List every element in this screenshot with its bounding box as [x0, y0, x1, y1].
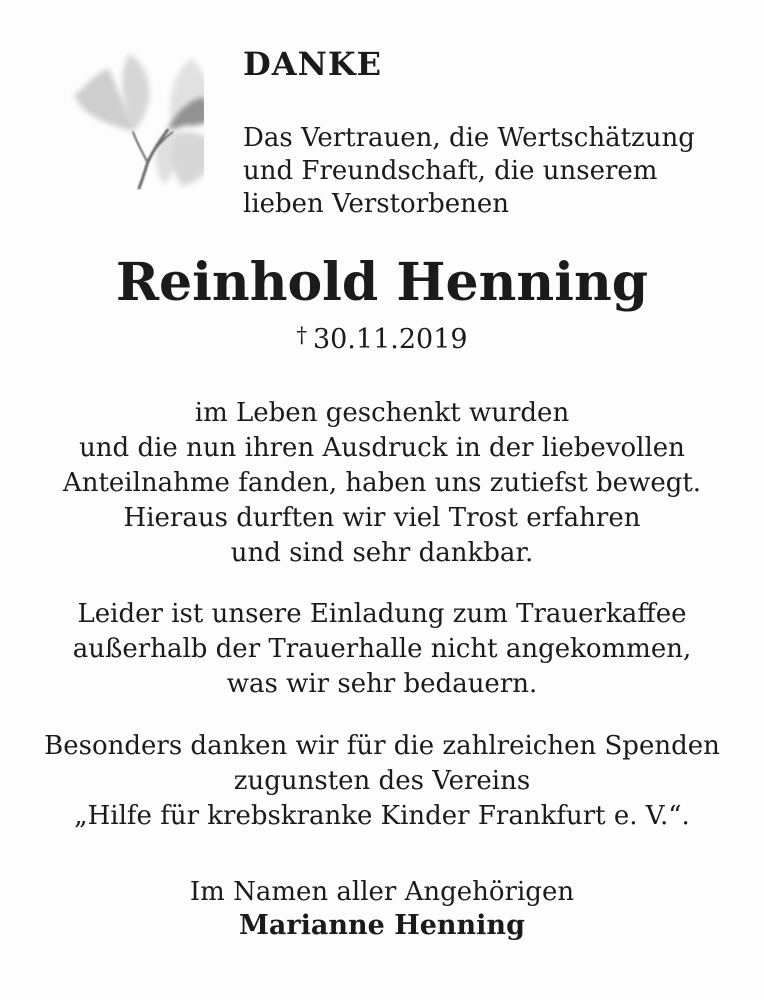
- donation-line: Besonders danken wir für die zahlreichen Spenden: [44, 731, 720, 761]
- death-date-line: [0, 318, 764, 357]
- thanks-line: und sind sehr dankbar.: [230, 538, 534, 568]
- donation-line: „Hilfe für krebskranke Kinder Frankfurt e. V.“.: [74, 801, 690, 831]
- signature-name: Marianne Henning: [239, 910, 525, 941]
- thanks-paragraph: [0, 396, 764, 571]
- intro-paragraph: [243, 122, 695, 221]
- ginkgo-leaf-icon: [52, 28, 204, 190]
- apology-line: was wir sehr bedauern.: [226, 669, 538, 699]
- apology-line: Leider ist unsere Einladung zum Trauerkaffee: [77, 599, 687, 629]
- intro-line: Das Vertrauen, die Wertschätzung: [243, 123, 695, 153]
- deceased-name: Reinhold Henning: [115, 252, 649, 313]
- thanks-line: im Leben geschenkt wurden: [194, 398, 570, 428]
- donation-paragraph: [0, 729, 764, 834]
- closing-line: Im Namen aller Angehörigen: [189, 877, 575, 907]
- apology-paragraph: [0, 597, 764, 702]
- thanks-line: und die nun ihren Ausdruck in der liebevollen: [79, 433, 685, 463]
- death-date: 30.11.2019: [312, 324, 468, 355]
- intro-line: lieben Verstorbenen: [243, 189, 510, 219]
- thanks-line: Hieraus durften wir viel Trost erfahren: [123, 503, 641, 533]
- dagger-death-icon: †: [296, 323, 307, 347]
- footer-block: [0, 876, 764, 942]
- thanks-line: Anteilnahme fanden, haben uns zutiefst bewegt.: [62, 468, 702, 498]
- intro-line: und Freundschaft, die unserem: [243, 156, 658, 186]
- apology-line: außerhalb der Trauerhalle nicht angekommen,: [72, 634, 692, 664]
- donation-line: zugunsten des Vereins: [233, 766, 531, 796]
- danke-title: DANKE: [243, 45, 383, 83]
